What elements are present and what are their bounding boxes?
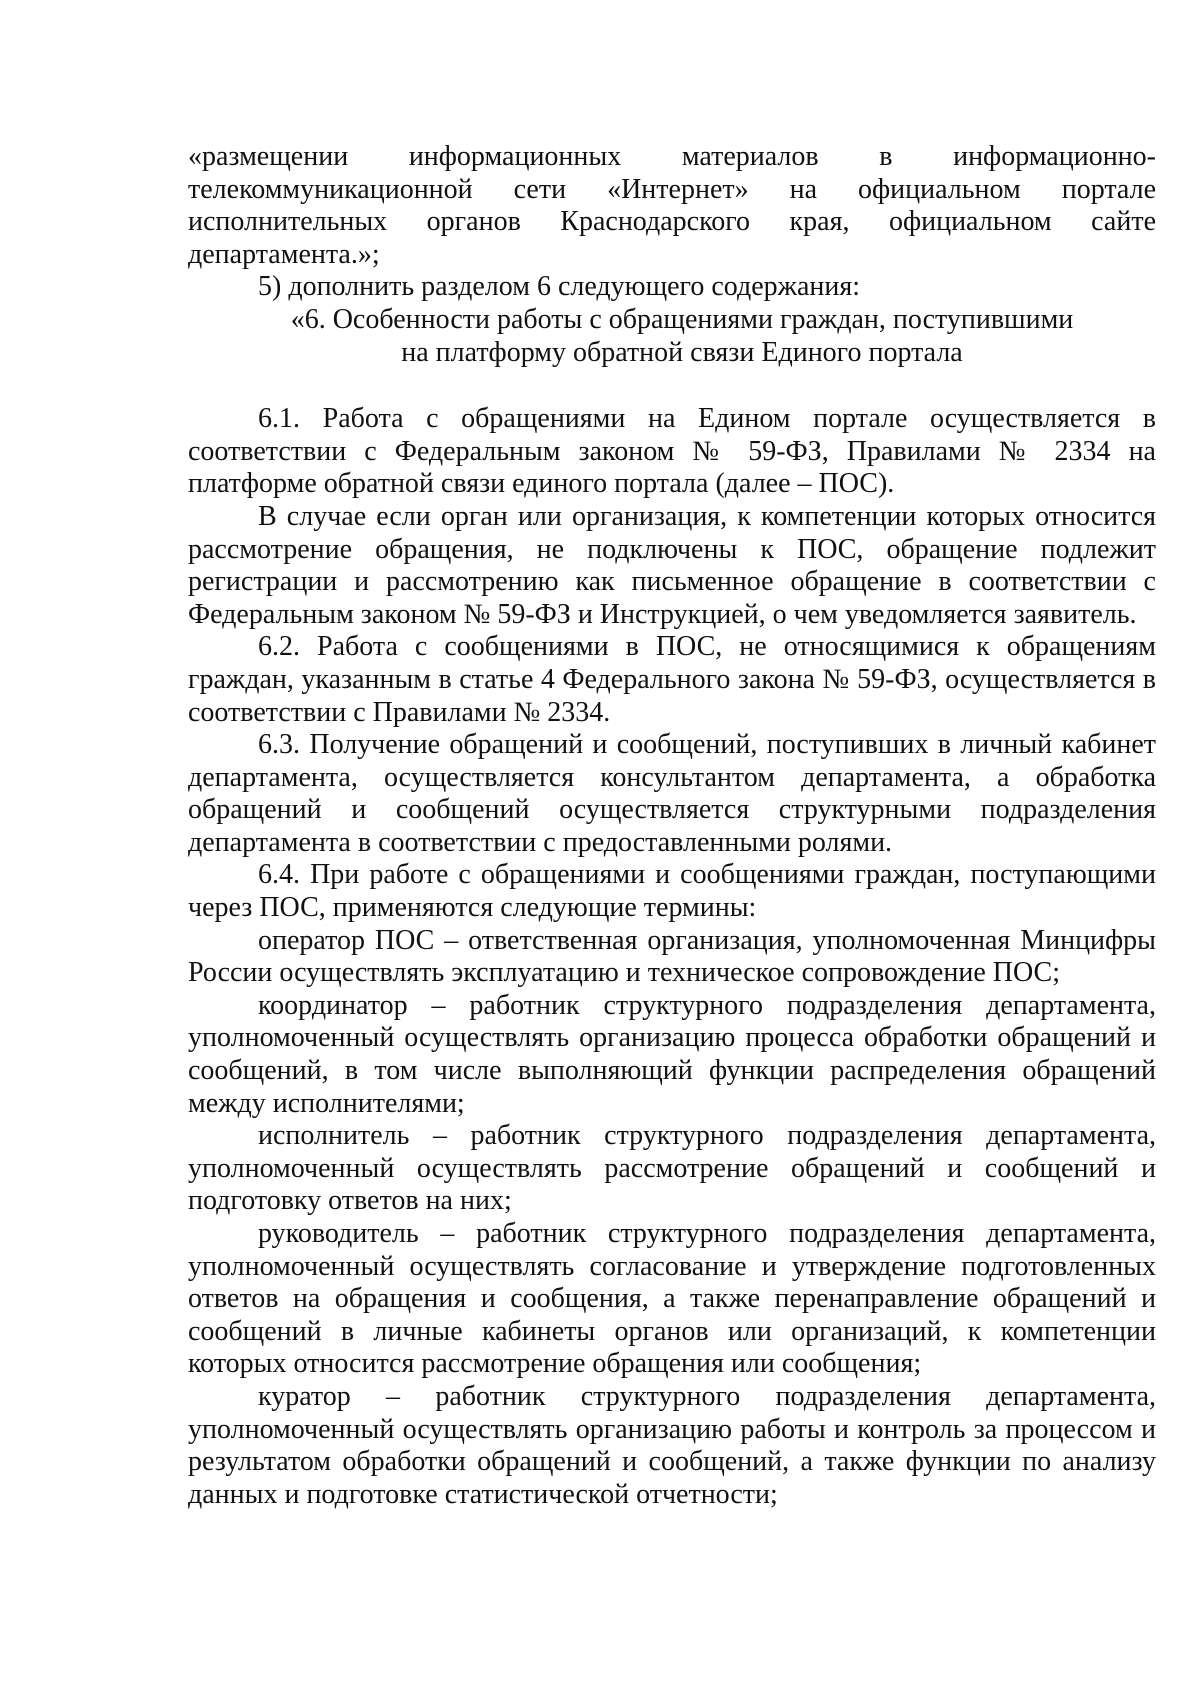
item-5-paragraph: 5) дополнить разделом 6 следующего содержания:: [258, 271, 861, 303]
paragraph-6-1-case: В случае если орган или организация, к компетенции которых относится рассмотрение обращения, не подключены к ПОС, обращение подлежит регистрации и рассмотрению как письменное обращение в соответствии с Федеральным законом № 59-ФЗ и Инструкцией, о чем уведомляется заявитель.: [188, 500, 1156, 630]
paragraph-6-2: 6.2. Работа с сообщениями в ПОС, не относящимися к обращениям граждан, указанным в статье 4 Федерального закона № 59-ФЗ, осуществляется в соответствии с Правилами № 2334.: [188, 631, 1156, 728]
paragraph-6-3: 6.3. Получение обращений и сообщений, поступивших в личный кабинет департамента, осуществляется консультантом департамента, а обработка обращений и сообщений осуществляется структурными подразделения департамента в соответствии с предоставленными ролями.: [188, 729, 1156, 858]
paragraph-6-4: 6.4. При работе с обращениями и сообщениями граждан, поступающими через ПОС, применяются следующие термины:: [188, 859, 1156, 924]
section-spacer: [188, 369, 1156, 403]
term-coordinator: координатор – работник структурного подразделения департамента, уполномоченный осуществлять организацию процесса обработки обращений и сообщений, в том числе выполняющий функции распределения обращений между исполнителями;: [188, 989, 1156, 1119]
term-curator: куратор – работник структурного подразделения департамента, уполномоченный осуществлять организацию работы и контроль за процессом и результатом обработки обращений и сообщений, а также функции по анализу данных и подготовке статистической отчетности;: [188, 1380, 1156, 1510]
term-manager: руководитель – работник структурного подразделения департамента, уполномоченный осуществлять согласование и утверждение подготовленных ответов на обращения и сообщения, а также перенаправление обращений и сообщений в личные кабинеты органов или организаций, к компетенции которых относится рассмотрение обращения или сообщения;: [188, 1218, 1156, 1380]
section-heading-line-1: «6. Особенности работы с обращениями граждан, поступившими: [290, 303, 1074, 335]
document-page: [188, 141, 1156, 1511]
term-operator: оператор ПОС – ответственная организация, уполномоченная Минцифры России осуществлять эксплуатацию и техническое сопровождение ПОС;: [188, 924, 1156, 989]
term-executor: исполнитель – работник структурного подразделения департамента, уполномоченный осуществлять рассмотрение обращений и сообщений и подготовку ответов на них;: [188, 1120, 1156, 1217]
paragraph-6-1: 6.1. Работа с обращениями на Едином портале осуществляется в соответствии с Федеральным законом № 59-ФЗ, Правилами № 2334 на платформе обратной связи единого портала (далее – ПОС).: [188, 403, 1156, 500]
intro-paragraph: «размещении информационных материалов в информационно-телекоммуникационной сети «Интернет» на официальном портале исполнительных органов Краснодарского края, официальном сайте департамента.»;: [188, 141, 1156, 270]
section-heading-line-2: на платформу обратной связи Единого портала: [401, 336, 963, 368]
